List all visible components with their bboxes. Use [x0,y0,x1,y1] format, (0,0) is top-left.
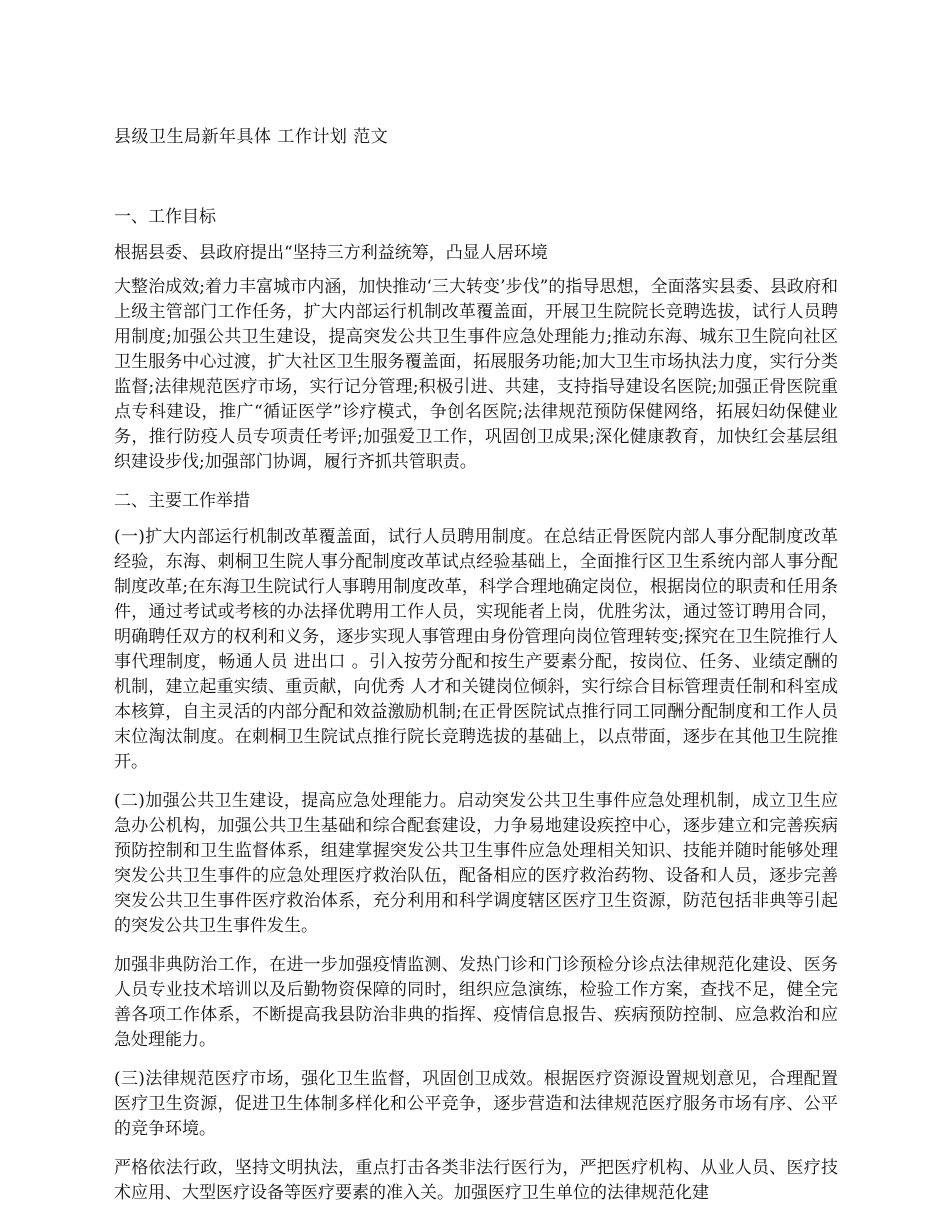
section-heading-goals: 一、工作目标 [114,207,216,227]
paragraph-law-enforcement: 严格依法行政，坚持文明执法，重点打击各类非法行医行为，严把医疗机构、从业人员、医疗技术应用、大型医疗设备等医疗要素的准入关。加强医疗卫生单位的法律规范化建 [114,1158,838,1203]
paragraph-measure-2: (二)加强公共卫生建设，提高应急处理能力。启动突发公共卫生事件应急处理机制，成立卫生应急办公机构，加强公共卫生基础和综合配套建设，力争易地建设疾控中心，逐步建立和完善疾病预防控制和卫生监督体系，组建掌握突发公共卫生事件应急处理相关知识、技能并随时能够处理突发公共卫生事件的应急处理医疗救治队伍，配备相应的医疗救治药物、设备和人员，逐步完善突发公共卫生事件医疗救治体系，充分利用和科学调度辖区医疗卫生资源，防范包括非典等引起的突发公共卫生事件发生。 [114,791,838,936]
paragraph-goals: 大整治成效;着力丰富城市内涵，加快推动‘三大转变’步伐”的指导思想，全面落实县委、县政府和上级主管部门工作任务，扩大内部运行机制改革覆盖面，开展卫生院院长竞聘选拔，试行人员聘用制度;加强公共卫生建设，提高突发公共卫生事件应急处理能力;推动东海、城东卫生院向社区卫生服务中心过渡，扩大社区卫生服务覆盖面，拓展服务功能;加大卫生市场执法力度，实行分类监督;法律规范医疗市场，实行记分管理;积极引进、共建，支持指导建设名医院;加强正骨医院重点专科建设，推广“循证医学”诊疗模式，争创名医院;法律规范预防保健网络，拓展妇幼保健业务，推行防疫人员专项责任考评;加强爱卫工作，巩固创卫成果;深化健康教育，加快红会基层组织建设步伐;加强部门协调，履行齐抓共管职责。 [114,277,838,472]
title-spacer [114,150,838,205]
paragraph-intro: 根据县委、县政府提出“坚持三方利益统筹，凸显人居环境 [114,243,548,263]
section-heading-measures: 二、主要工作举措 [114,491,250,511]
paragraph-measure-3: (三)法律规范医疗市场，强化卫生监督，巩固创卫成效。根据医疗资源设置规划意见，合理配置医疗卫生资源，促进卫生体制多样化和公平竞争，逐步营造和法律规范医疗服务市场有序、公平的竞争环境。 [114,1069,838,1139]
document-body [114,124,838,1220]
paragraph-measure-1: (一)扩大内部运行机制改革覆盖面，试行人员聘用制度。在总结正骨医院内部人事分配制度改革经验，东海、刺桐卫生院人事分配制度改革试点经验基础上，全面推行区卫生系统内部人事分配制度改革;在东海卫生院试行人事聘用制度改革，科学合理地确定岗位，根据岗位的职责和任用条件，通过考试或考核的办法择优聘用工作人员，实现能者上岗，优胜劣汰，通过签订聘用合同，明确聘任双方的权利和义务，逐步实现人事管理由身份管理向岗位管理转变;探究在卫生院推行人事代理制度，畅通人员 进出口 。引入按劳分配和按生产要素分配，按岗位、任务、业绩定酬的机制，建立起重实绩、重贡献，向优秀 人才和关键岗位倾斜，实行综合目标管理责任制和科室成本核算，自主灵活的内部分配和效益激励机制;在正骨医院试点推行同工同酬分配制度和工作人员末位淘汰制度。在刺桐卫生院试点推行院长竞聘选拔的基础上，以点带面，逐步在其他卫生院推开。 [114,527,838,772]
document-title: 县级卫生局新年具体 工作计划 范文 [114,127,389,147]
paragraph-sars-control: 加强非典防治工作，在进一步加强疫情监测、发热门诊和门诊预检分诊点法律规范化建设、医务人员专业技术培训以及后勤物资保障的同时，组织应急演练，检验工作方案，查找不足，健全完善各项工作体系，不断提高我县防治非典的指挥、疫情信息报告、疾病预防控制、应急救治和应急处理能力。 [114,955,838,1050]
